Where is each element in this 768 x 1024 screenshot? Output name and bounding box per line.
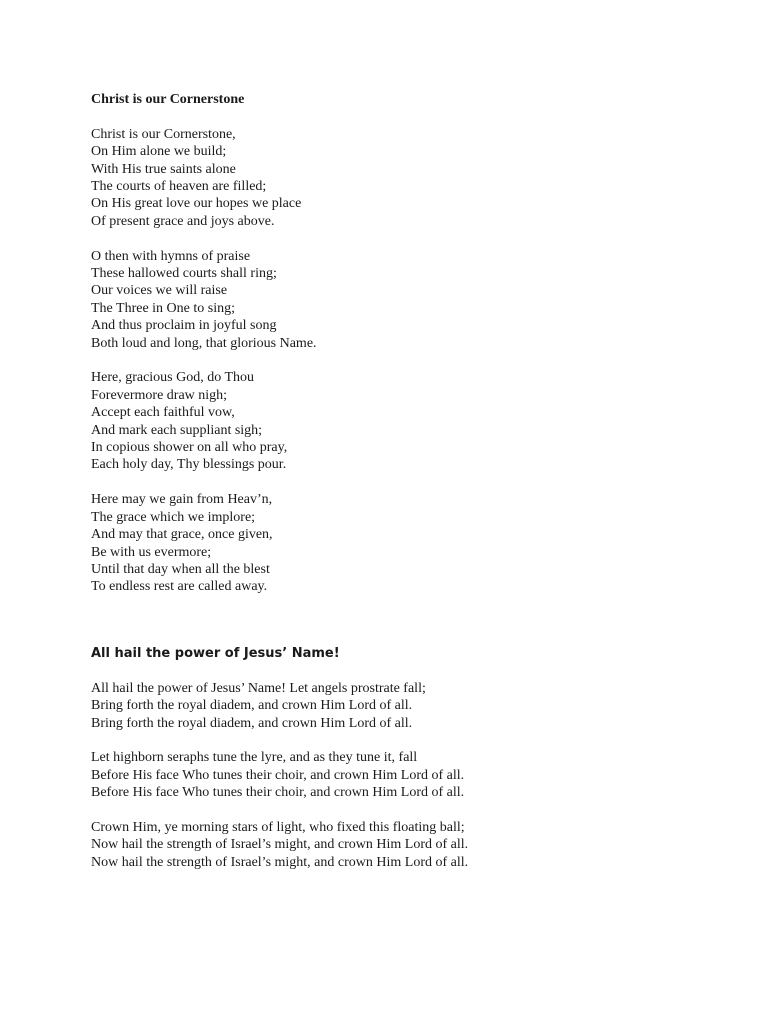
stanza-3 [91, 369, 728, 473]
verse-line: Now hail the strength of Israel’s might, and crown Him Lord of all. [91, 837, 469, 853]
verse-line: Of present grace and joys above. [91, 213, 275, 229]
verse-line: Bring forth the royal diadem, and crown Him Lord of all. [91, 715, 413, 731]
verse-line: The courts of heaven are filled; [91, 179, 267, 195]
verse-line: To endless rest are called away. [91, 579, 268, 595]
verse-line: Accept each faithful vow, [91, 405, 235, 421]
verse-line: Until that day when all the blest [91, 561, 270, 577]
verse-line: These hallowed courts shall ring; [91, 266, 277, 282]
verse-line: Bring forth the royal diadem, and crown Him Lord of all. [91, 698, 413, 714]
verse-line: Before His face Who tunes their choir, and crown Him Lord of all. [91, 785, 465, 801]
verse-line: Crown Him, ye morning stars of light, who fixed this floating ball; [91, 820, 465, 836]
verse-line: Our voices we will raise [91, 283, 228, 299]
verse-line: Both loud and long, that glorious Name. [91, 335, 317, 351]
hymn-all-hail-the-power [91, 645, 728, 889]
verse-line: The Three in One to sing; [91, 300, 235, 316]
verse-line: And thus proclaim in joyful song [91, 318, 277, 334]
hymn-christ-is-our-cornerstone [91, 91, 728, 613]
verse-line: Be with us evermore; [91, 544, 212, 560]
verse-line: Let highborn seraphs tune the lyre, and as they tune it, fall [91, 750, 418, 766]
verse-line: And mark each suppliant sigh; [91, 422, 263, 438]
verse-line: Forevermore draw nigh; [91, 387, 228, 403]
verse-line: On Him alone we build; [91, 144, 227, 160]
verse-line: Each holy day, Thy blessings pour. [91, 457, 287, 473]
verse-line: With His true saints alone [91, 161, 236, 177]
verse-line: In copious shower on all who pray, [91, 440, 288, 456]
verse-line: Here, gracious God, do Thou [91, 370, 255, 386]
stanza-3 [91, 819, 728, 871]
stanza-1 [91, 126, 728, 230]
verse-line: O then with hymns of praise [91, 248, 251, 264]
verse-line: Here may we gain from Heav’n, [91, 492, 273, 508]
stanza-1 [91, 680, 728, 732]
stanza-2 [91, 749, 728, 801]
stanza-4 [91, 491, 728, 595]
verse-line: Now hail the strength of Israel’s might, and crown Him Lord of all. [91, 854, 469, 870]
verse-line: Before His face Who tunes their choir, and crown Him Lord of all. [91, 767, 465, 783]
verse-line: The grace which we implore; [91, 509, 256, 525]
verse-line: And may that grace, once given, [91, 527, 273, 543]
verse-line: On His great love our hopes we place [91, 196, 302, 212]
verse-line: All hail the power of Jesus’ Name! Let angels prostrate fall; [91, 680, 426, 696]
verse-line: Christ is our Cornerstone, [91, 126, 236, 142]
stanza-2 [91, 248, 728, 352]
hymn-title: All hail the power of Jesus’ Name! [91, 646, 340, 661]
hymn-title: Christ is our Cornerstone [91, 92, 245, 107]
